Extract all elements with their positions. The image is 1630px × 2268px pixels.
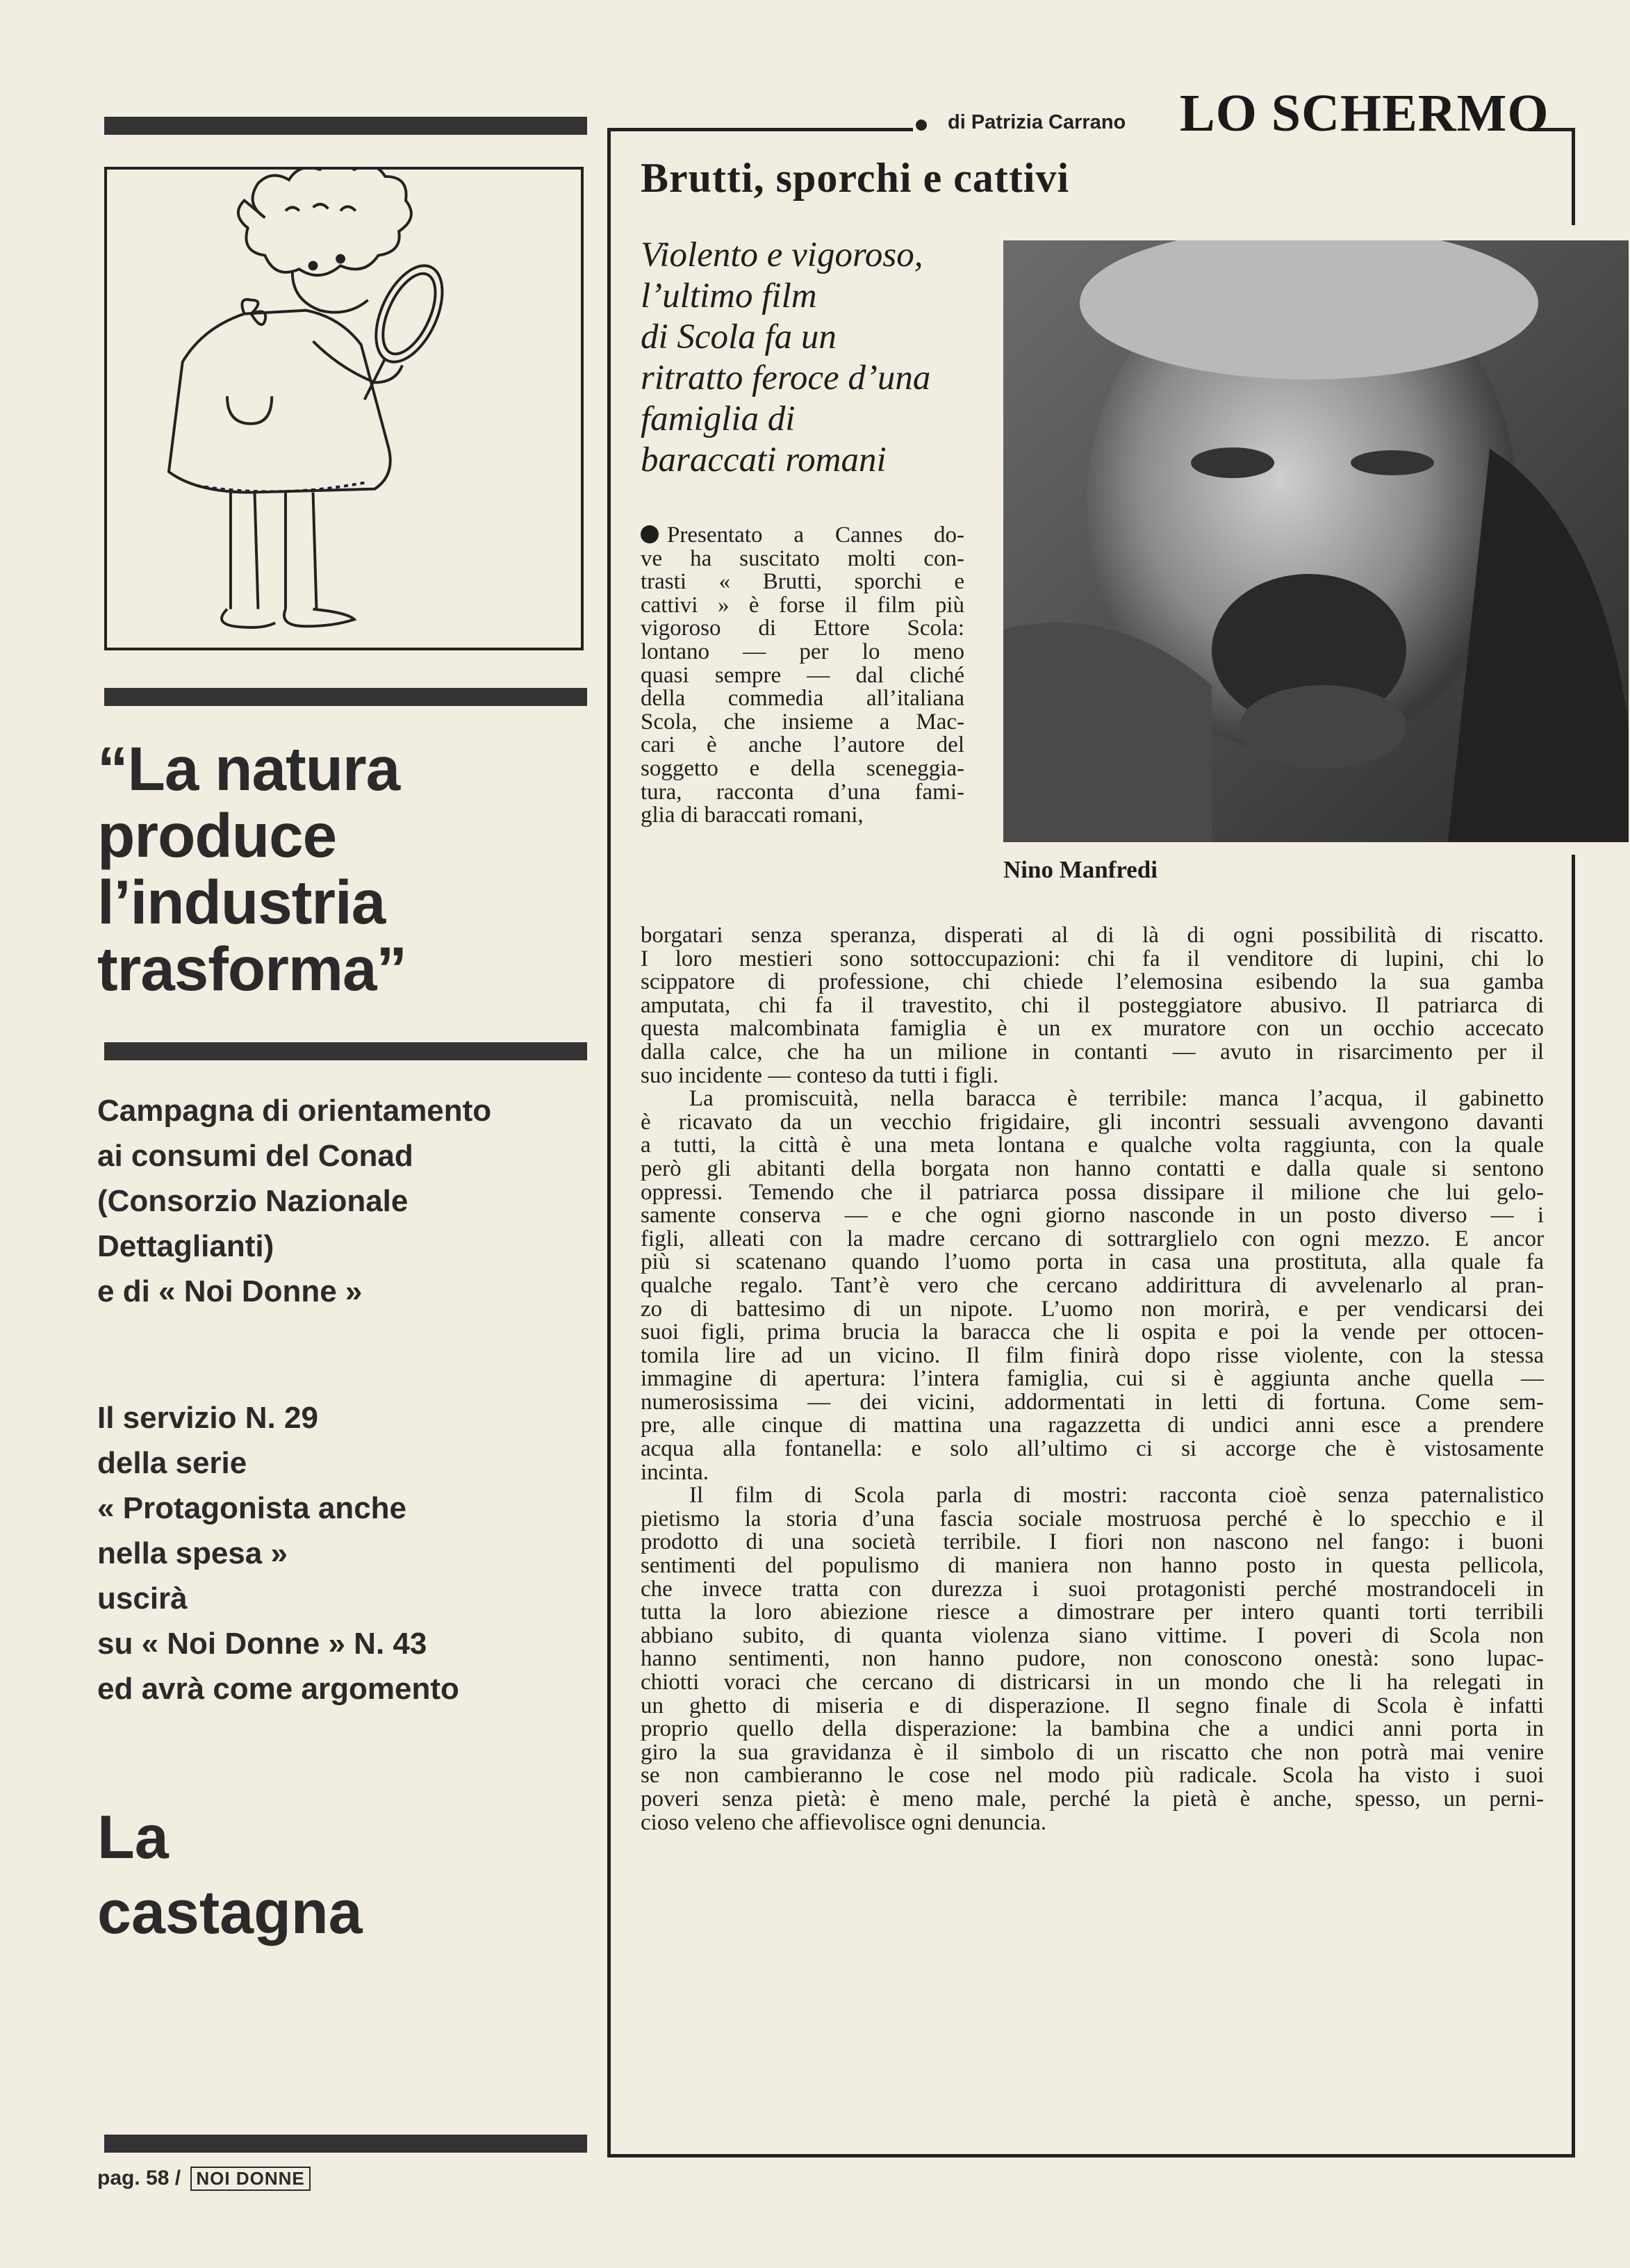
campaign-line: ai consumi del Conad: [97, 1139, 413, 1173]
body-line: soggetto e della sceneggia-: [641, 757, 964, 781]
body-line-text: Presentato a Cannes do-: [667, 524, 964, 548]
slogan-line: “La natura: [97, 734, 400, 803]
body-line: un ghetto di miseria e di disperazione. Il segno finale di Scola è infatti: [641, 1694, 1544, 1718]
body-line: pre, alle cinque di mattina una ragazzetta di undici anni esce a prendere: [641, 1414, 1544, 1438]
campaign-line: Campagna di orientamento: [97, 1094, 492, 1128]
service-line: su « Noi Donne » N. 43: [97, 1627, 427, 1661]
body-line: pietismo la storia d’una fascia sociale mostruosa perché è lo specchio e il: [641, 1507, 1544, 1531]
subhead-line: di Scola fa un: [641, 318, 837, 356]
article-photo: [1003, 240, 1629, 842]
body-line: però gli abitanti della borgata non hanno contatti e dalla quale si sentono: [641, 1157, 1544, 1181]
body-line: acqua alla fontanella: e solo all’ultimo ci si accorge che è vistosamente: [641, 1438, 1544, 1461]
body-line: glia di baraccati romani,: [641, 804, 864, 828]
slogan-line: trasforma”: [97, 934, 407, 1003]
body-line: ve ha suscitato molti con-: [641, 547, 964, 571]
body-line: più si scatenano quando l’uomo porta in casa una prostituta, alla quale fa: [641, 1251, 1544, 1274]
service-line: « Protagonista anche: [97, 1491, 407, 1525]
body-line: a tutti, la città è una meta lontana e qualche volta raggiunta, con la quale: [641, 1134, 1544, 1158]
topic-heading: [97, 1800, 584, 1950]
body-line: cattivi » è forse il film più: [641, 593, 964, 618]
body-line: che invece tratta con durezza i suoi protagonisti perché mostrandoceli in: [641, 1577, 1544, 1602]
bullet-dot: [916, 120, 927, 131]
body-line: questa malcombinata famiglia è un ex muratore con un occhio accecato: [641, 1017, 1544, 1041]
campaign-line: (Consorzio Nazionale: [97, 1184, 409, 1218]
photo-caption: Nino Manfredi: [1003, 856, 1158, 883]
body-line: suoi figli, prima brucia la baracca che li ospita e poi la vende per ottocen-: [641, 1321, 1544, 1345]
topic-line: La: [97, 1802, 169, 1871]
divider-bar: [104, 2135, 587, 2153]
article-body-wide: [641, 924, 1544, 1834]
body-line: qualche regalo. Tant’è vero che cercano addirittura di avvelenarlo al pran-: [641, 1274, 1544, 1298]
topic-line: castagna: [97, 1877, 363, 1946]
body-line: amputata, chi fa il travestito, chi il posteggiatore abusivo. Il patriarca di: [641, 994, 1544, 1018]
frame-rule: [607, 2154, 1573, 2158]
body-line: I loro mestieri sono sottoccupazioni: chi fa il venditore di lupini, chi lo: [641, 947, 1544, 971]
byline: di Patrizia Carrano: [948, 111, 1126, 133]
illustration-woman-magnifier: [104, 167, 584, 650]
divider-bar: [104, 117, 587, 135]
body-line: Scola, che insieme a Mac-: [641, 710, 964, 734]
subhead-line: ritratto feroce d’una: [641, 359, 931, 397]
subhead-line: baraccati romani: [641, 441, 887, 479]
divider-bar: [104, 688, 587, 706]
body-line: tura, racconta d’una fami-: [641, 780, 964, 805]
body-line: scippatore di professione, chi chiede l’elemosina esibendo la sua gamba: [641, 971, 1544, 994]
body-line: La promiscuità, nella baracca è terribile: manca l’acqua, il gabinetto: [689, 1087, 1544, 1111]
service-line: nella spesa »: [97, 1536, 288, 1570]
body-line: giro la sua gravidanza è il simbolo di un riscatto che non potrà mai venire: [641, 1741, 1544, 1765]
body-line: incinta.: [641, 1461, 709, 1485]
body-line: poveri senza pietà: è meno male, perché la pietà è anche, spesso, un perni-: [641, 1787, 1544, 1811]
body-line: trasti « Brutti, sporchi e: [641, 570, 964, 594]
service-text: [97, 1395, 584, 1711]
body-line: Il film di Scola parla di mostri: racconta cioè senza paternalistico: [689, 1484, 1544, 1508]
body-line: hanno sentimenti, non hanno pudore, non conoscono onestà: sono lupac-: [641, 1647, 1544, 1671]
campaign-text: [97, 1088, 584, 1314]
body-line: dalla calce, che ha un milione in contanti — avuto in risarcimento per il: [641, 1040, 1544, 1065]
body-line: se non cambieranno le cose nel modo più radicale. Scola ha visto i suoi: [641, 1764, 1544, 1788]
body-line: lontano — per lo meno: [641, 640, 964, 664]
frame-rule: [1572, 855, 1575, 2158]
body-line: è ricavato da un vecchio frigidaire, gli incontri sessuali avvengono davanti: [641, 1110, 1544, 1135]
slogan-line: l’industria: [97, 867, 386, 937]
frame-rule: [607, 128, 611, 2157]
body-line: tomila lire ad un vicino. Il film finirà dopo risse violente, con la stessa: [641, 1344, 1544, 1368]
divider-bar: [104, 1042, 587, 1060]
body-line: samente conserva — e che ogni giorno nasconde in un posto diverso — i: [641, 1204, 1544, 1228]
service-line: Il servizio N. 29: [97, 1401, 318, 1435]
subhead-line: famiglia di: [641, 400, 796, 438]
section-title: LO SCHERMO: [1180, 84, 1549, 142]
body-line: figli, alleati con la madre cercano di sottrarglielo con ogni mezzo. E ancor: [641, 1227, 1544, 1251]
body-line: della commedia all’italiana: [641, 687, 964, 711]
body-line: quasi sempre — dal cliché: [641, 664, 964, 688]
bullet-icon: [641, 525, 659, 543]
subhead-line: Violento e vigoroso,: [641, 236, 923, 274]
body-line: abbiano subito, di quanta violenza siano vittime. I poveri di Scola non: [641, 1624, 1544, 1648]
service-line: ed avrà come argomento: [97, 1672, 459, 1706]
frame-rule: [1572, 128, 1575, 225]
body-line: immagine di apertura: l’intera famiglia, cui si è aggiunta anche quella —: [641, 1367, 1544, 1391]
article-body-narrow: [641, 524, 964, 828]
body-line: suo incidente — conteso da tutti i figli.: [641, 1064, 999, 1088]
service-line: della serie: [97, 1446, 247, 1480]
body-line: cari è anche l’autore del: [641, 734, 964, 757]
frame-rule: [607, 128, 913, 131]
article-headline: Brutti, sporchi e cattivi: [641, 155, 1070, 201]
slogan-line: produce: [97, 800, 337, 870]
body-line: zo di battesimo di un nipote. L’uomo non morirà, e per vendicarsi dei: [641, 1297, 1544, 1322]
campaign-line: Dettaglianti): [97, 1229, 274, 1263]
subhead-line: l’ultimo film: [641, 277, 817, 315]
article-subhead: [641, 235, 974, 481]
body-line: numerosissima — dei vicini, addormentati in letti di fortuna. Come sem-: [641, 1390, 1544, 1415]
slogan-heading: [97, 735, 584, 1002]
body-line: vigoroso di Ettore Scola:: [641, 617, 964, 641]
body-line: chiotti voraci che cercano di districarsi in un mondo che li ha relegati in: [641, 1671, 1544, 1695]
page-footer: [97, 2167, 311, 2191]
body-line: oppressi. Temendo che il patriarca possa dissipare il milione che lui gelo-: [641, 1181, 1544, 1205]
body-line: [641, 524, 964, 548]
body-line: prodotto di una società terribile. I fiori non nascono nel fango: i buoni: [641, 1531, 1544, 1555]
body-line: borgatari senza speranza, disperati al di là di ogni possibilità di riscatto.: [641, 924, 1544, 948]
page-number: pag. 58 /: [97, 2167, 181, 2189]
campaign-line: e di « Noi Donne »: [97, 1274, 363, 1308]
magazine-logo: NOI DONNE: [190, 2167, 310, 2191]
body-line: proprio quello della disperazione: la bambina che a undici anni porta in: [641, 1718, 1544, 1741]
body-line: tutta la loro abiezione riesce a dimostrare per intero quanti torti terribili: [641, 1601, 1544, 1625]
body-line: sentimenti del populismo di maniera non hanno posto in questa pellicola,: [641, 1554, 1544, 1578]
service-line: uscirà: [97, 1581, 188, 1616]
body-line: cioso veleno che affievolisce ogni denuncia.: [641, 1811, 1047, 1835]
